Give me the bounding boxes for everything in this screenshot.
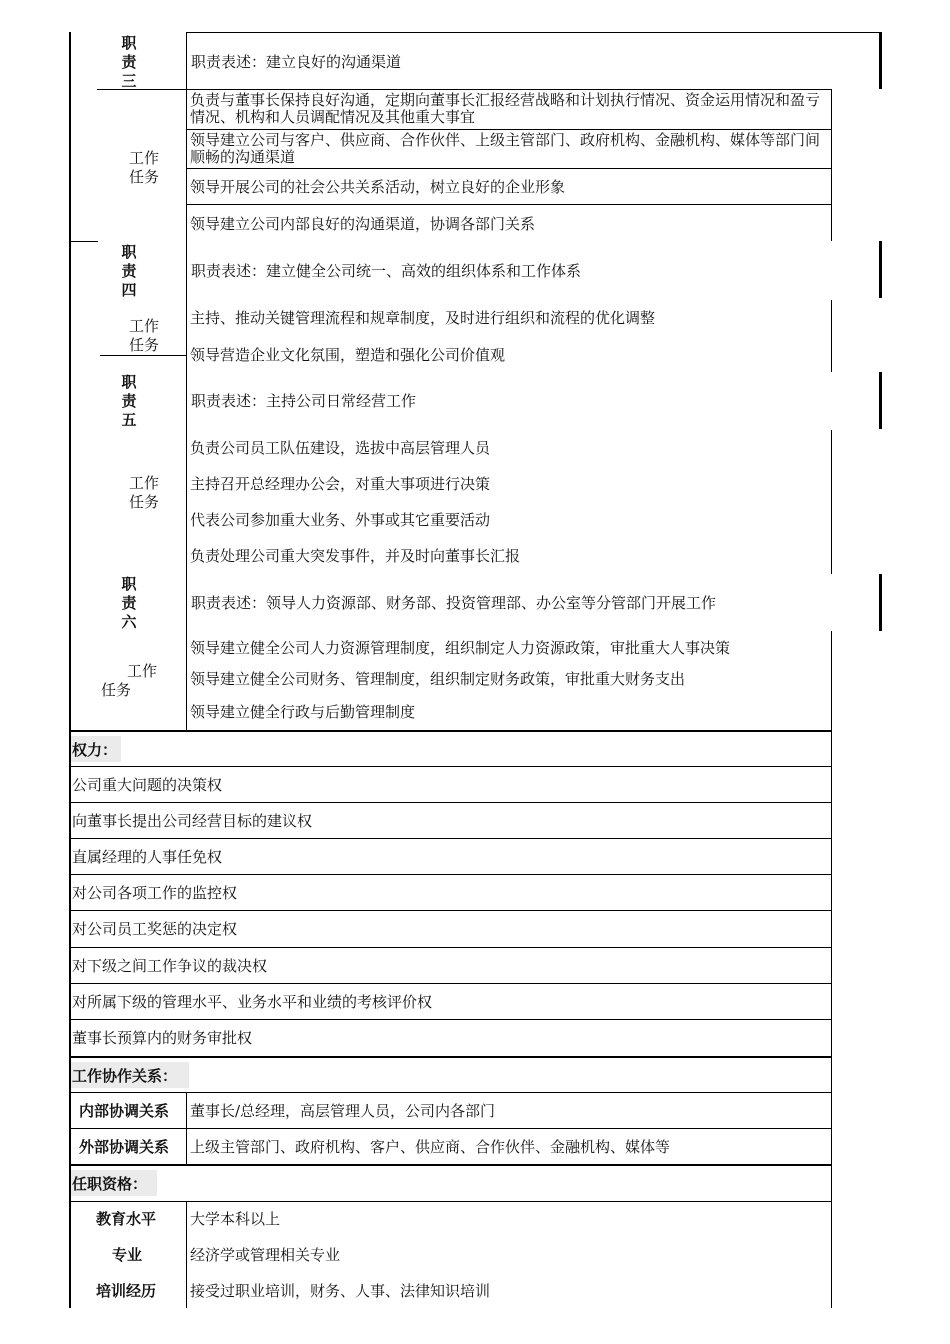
list-item: 对公司员工奖惩的决定权 — [72, 920, 238, 938]
qualification-value: 大学本科以上 — [190, 1210, 281, 1228]
list-item: 向董事长提出公司经营目标的建议权 — [72, 812, 313, 830]
duty-statement: 职责表述：领导人力资源部、财务部、投资管理部、办公室等分管部门开展工作 — [191, 594, 717, 612]
task-item: 负责公司员工队伍建设，选拔中高层管理人员 — [190, 439, 491, 457]
internal-label: 内部协调关系 — [79, 1102, 170, 1120]
section-heading: 任职资格： — [72, 1175, 148, 1193]
task-label: 工作 任务 — [128, 149, 159, 186]
task-item: 主持、推动关键管理流程和规章制度，及时进行组织和流程的优化调整 — [190, 309, 656, 327]
list-item: 对下级之间工作争议的裁决权 — [72, 957, 268, 975]
qualification-value: 经济学或管理相关专业 — [190, 1246, 341, 1264]
task-label: 工作 任务 — [128, 474, 159, 511]
task-item: 领导建立健全行政与后勤管理制度 — [190, 703, 416, 721]
task-item: 主持召开总经理办公会，对重大事项进行决策 — [190, 475, 491, 493]
list-item: 董事长预算内的财务审批权 — [72, 1029, 253, 1047]
qualification-label: 教育水平 — [96, 1210, 157, 1228]
duty-label: 职 责 四 — [121, 243, 137, 299]
internal-value: 董事长/总经理，高层管理人员，公司内各部门 — [190, 1102, 496, 1120]
list-item: 对所属下级的管理水平、业务水平和业绩的考核评价权 — [72, 993, 433, 1011]
task-item: 领导营造企业文化氛围，塑造和强化公司价值观 — [190, 346, 506, 364]
section-heading: 权力： — [72, 741, 118, 759]
task-item: 领导建立健全公司财务、管理制度，组织制定财务政策，审批重大财务支出 — [190, 670, 686, 688]
qualification-value: 接受过职业培训，财务、人事、法律知识培训 — [190, 1282, 491, 1300]
task-item: 负责与董事长保持良好沟通，定期向董事长汇报经营战略和计划执行情况、资金运用情况和盈亏情况、机构和人员调配情况及其他重大事宜 — [190, 91, 821, 126]
duty-label: 职 责 六 — [121, 575, 137, 631]
duty-label: 职 责 三 — [121, 34, 137, 90]
duty-statement: 职责表述：主持公司日常经营工作 — [191, 392, 417, 410]
task-item: 领导开展公司的社会公共关系活动，树立良好的企业形象 — [190, 178, 566, 196]
task-item: 领导建立健全公司人力资源管理制度，组织制定人力资源政策，审批重大人事决策 — [190, 639, 731, 657]
section-heading: 工作协作关系： — [72, 1067, 178, 1085]
task-item: 领导建立公司内部良好的沟通渠道，协调各部门关系 — [190, 215, 536, 233]
list-item: 公司重大问题的决策权 — [72, 776, 223, 794]
task-label: 工作 任务 — [128, 317, 159, 354]
task-label: 工作 任务 — [101, 662, 158, 699]
duty-statement: 职责表述：建立健全公司统一、高效的组织体系和工作体系 — [191, 262, 582, 280]
qualification-label: 培训经历 — [96, 1282, 157, 1300]
task-item: 负责处理公司重大突发事件，并及时向董事长汇报 — [190, 547, 521, 565]
duty-label: 职 责 五 — [121, 373, 137, 429]
external-label: 外部协调关系 — [79, 1138, 170, 1156]
external-value: 上级主管部门、政府机构、客户、供应商、合作伙伴、金融机构、媒体等 — [190, 1138, 671, 1156]
task-item: 代表公司参加重大业务、外事或其它重要活动 — [190, 511, 491, 529]
list-item: 直属经理的人事任免权 — [72, 848, 223, 866]
qualification-label: 专业 — [112, 1246, 143, 1264]
task-item: 领导建立公司与客户、供应商、合作伙伴、上级主管部门、政府机构、金融机构、媒体等部门间顺畅的沟通渠道 — [190, 131, 821, 166]
list-item: 对公司各项工作的监控权 — [72, 884, 238, 902]
duty-statement: 职责表述：建立良好的沟通渠道 — [191, 53, 402, 71]
